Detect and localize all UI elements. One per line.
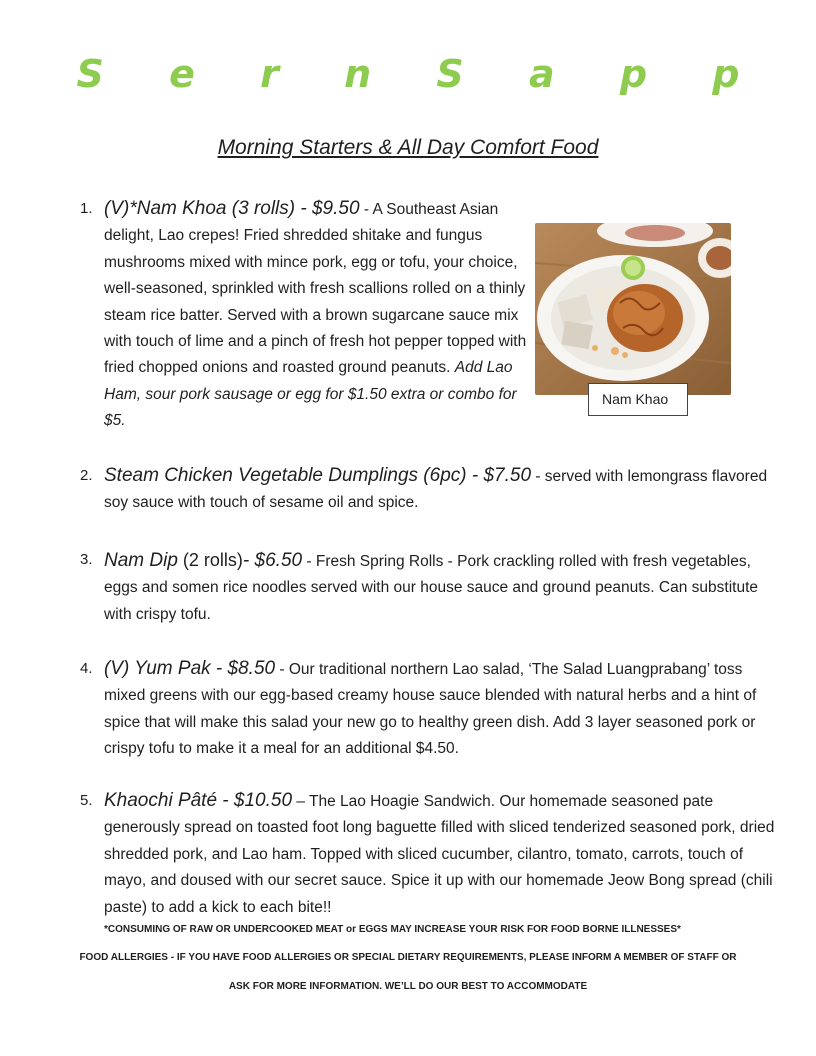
restaurant-name: S e r n S a p p — [76, 52, 766, 96]
item-number: 3. — [80, 551, 93, 568]
menu-item-nam-khoa — [80, 196, 540, 435]
item-quantity: (2 rolls) — [177, 550, 243, 570]
item-number: 2. — [80, 467, 93, 484]
item-name: Steam Chicken Vegetable Dumplings (6pc) — [104, 465, 467, 486]
item-extra: Add Lao Ham, sour pork sausage or egg for $1.50 extra or combo for $5. — [104, 359, 517, 430]
item-description: - Fresh Spring Rolls - Pork crackling rolled with fresh vegetables, eggs and somen rice noodles served with our house sauce and ground peanuts. Can substitute with crispy tofu. — [104, 553, 759, 623]
item-name: Nam Dip — [104, 550, 178, 571]
item-price: - $7.50 — [466, 465, 532, 486]
item-name: (V)*Nam Khoa (3 rolls) - $9.50 — [104, 198, 360, 219]
item-price: - $6.50 — [242, 550, 303, 571]
menu-item-khaochi-pate — [80, 788, 780, 921]
item-description: – The Lao Hoagie Sandwich. Our homemade seasoned pate generously spread on toasted foot long baguette filled with sliced tenderized seasoned pork, dried shredded pork, and Lao ham. Topped with sliced cucumber, cilantro, tomato, carrots, touch of mayo, and doused with our secret sauce. Spice it up with our homemade Jeow Bong spread (chili paste) to add a kick to each bite!! — [104, 793, 775, 916]
item-name: (V) Yum Pak - $8.50 — [104, 658, 276, 679]
menu-item-dumplings — [80, 463, 784, 517]
item-name: Khaochi Pâté - $10.50 — [104, 790, 293, 811]
item-number: 1. — [80, 200, 93, 217]
photo-caption: Nam Khao — [588, 383, 688, 416]
nam-khao-photo — [535, 223, 731, 395]
section-title: Morning Starters & All Day Comfort Food — [217, 136, 599, 159]
item-description: - A Southeast Asian delight, Lao crepes! Fried shredded shitake and fungus mushrooms mixed with mince pork, egg or tofu, your choice, well-seasoned, sprinkled with fresh scallions rolled on a thinly steam rice batter. Served with a brown sugarcane sauce mix with touch of lime and a pinch of fresh hot pepper topped with fried chopped onions and roasted ground peanuts. — [104, 201, 527, 377]
item-description: - served with lemongrass flavored soy sauce with touch of sesame oil and spice. — [104, 468, 768, 512]
menu-item-yum-pak — [80, 656, 784, 763]
allergy-notice-line-2: ASK FOR MORE INFORMATION. WE’LL DO OUR BEST TO ACCOMMODATE — [228, 981, 588, 992]
menu-item-nam-dip — [80, 547, 784, 628]
item-description: - Our traditional northern Lao salad, ‘The Salad Luangprabang’ toss mixed greens with our egg-based creamy house sauce blended with natural herbs and a hint of spice that will make this salad your new go to healthy green dish. Add 3 layer seasoned pork or crispy tofu to make it a meal for an additional $4.50. — [104, 661, 757, 758]
food-plate-image — [535, 223, 731, 395]
item-number: 5. — [80, 792, 93, 809]
item-number: 4. — [80, 660, 93, 677]
raw-food-warning: *CONSUMING OF RAW OR UNDERCOOKED MEAT or EGGS MAY INCREASE YOUR RISK FOR FOOD BORNE ILLNESSES* — [104, 924, 681, 935]
allergy-notice-line-1: FOOD ALLERGIES - IF YOU HAVE FOOD ALLERGIES OR SPECIAL DIETARY REQUIREMENTS, PLEASE INFORM A MEMBER OF STAFF OR — [79, 952, 737, 963]
